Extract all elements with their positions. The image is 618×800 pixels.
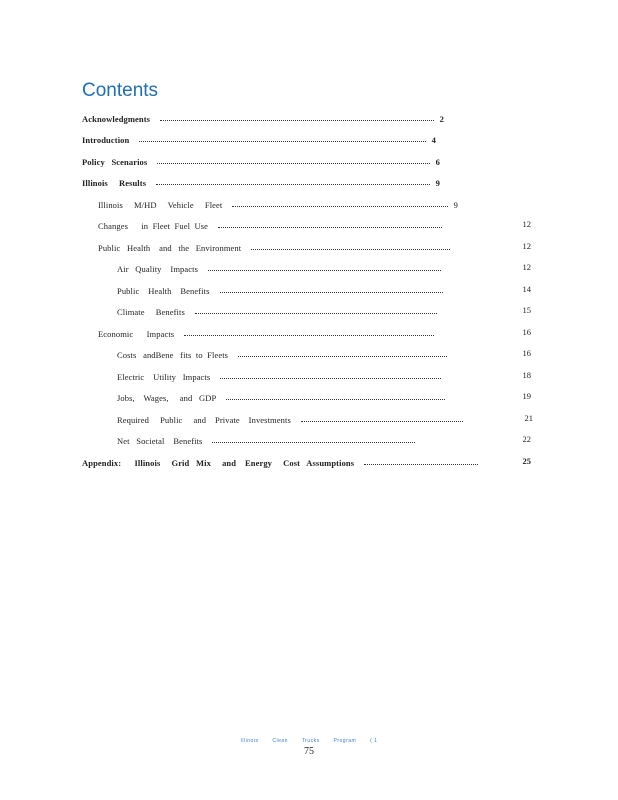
toc-entry-page: 6 [435, 157, 440, 167]
toc-entry-vehicle-fleet[interactable] [98, 196, 458, 210]
toc-leader-dots [218, 227, 442, 228]
toc-leader-dots [226, 399, 445, 400]
toc-entry-label: Economic Impacts [98, 329, 175, 339]
toc-entry-policy-scenarios[interactable] [82, 153, 440, 167]
footer-item: Illinois [240, 738, 259, 744]
toc-entry-public-health-environment[interactable] [98, 239, 456, 253]
contents-title: Contents [82, 80, 159, 101]
toc-leader-dots [157, 163, 429, 164]
toc-entry-label: Acknowledgments [82, 114, 151, 124]
toc-leader-dots [301, 421, 463, 422]
toc-entry-page: 16 [522, 327, 531, 337]
toc-entry-page: 12 [522, 219, 531, 229]
toc-entry-page: 25 [522, 456, 531, 466]
toc-entry-page: 12 [522, 241, 531, 251]
toc-entry-label: Illinois M/HD Vehicle Fleet [98, 200, 223, 210]
toc-entry-label: Changes in Fleet Fuel Use [98, 221, 209, 231]
toc-entry-label: Illinois Results [82, 178, 147, 188]
toc-entry-electric-utility[interactable] [117, 368, 447, 382]
toc-entry-investments[interactable] [117, 411, 469, 425]
toc-entry-label: Introduction [82, 135, 130, 145]
toc-entry-label: Net Societal Benefits [117, 436, 203, 446]
toc-entry-label: Policy Scenarios [82, 157, 148, 167]
toc-entry-page: 22 [522, 434, 531, 444]
toc-entry-page: 9 [453, 200, 458, 210]
toc-leader-dots [139, 141, 425, 142]
toc-leader-dots [232, 206, 447, 207]
toc-leader-dots [251, 249, 450, 250]
toc-entry-label: Jobs, Wages, and GDP [117, 393, 217, 403]
toc-entry-label: Electric Utility Impacts [117, 372, 211, 382]
toc-entry-page: 2 [439, 114, 444, 124]
toc-entry-climate-benefits[interactable] [117, 303, 443, 317]
toc-entry-label: Air Quality Impacts [117, 264, 199, 274]
toc-entry-page: 14 [522, 284, 531, 294]
toc-leader-dots [238, 356, 447, 357]
toc-leader-dots [184, 335, 434, 336]
footer-item: ( 1 [370, 738, 378, 744]
toc-entry-economic-impacts[interactable] [98, 325, 440, 339]
toc-entry-page: 9 [435, 178, 440, 188]
footer-item: Clean [272, 738, 288, 744]
toc-entry-page: 18 [522, 370, 531, 380]
toc-entry-acknowledgments[interactable] [82, 110, 444, 124]
page-number: 75 [304, 746, 314, 757]
page-footer [0, 738, 618, 744]
toc-entry-net-societal-benefits[interactable] [117, 432, 421, 446]
toc-entry-label: Required Public and Private Investments [117, 415, 291, 425]
toc-entry-fleet-fuel-use[interactable] [98, 217, 448, 231]
toc-entry-public-health-benefits[interactable] [117, 282, 449, 296]
toc-entry-appendix[interactable] [82, 454, 484, 468]
toc-entry-jobs-wages-gdp[interactable] [117, 389, 451, 403]
toc-entry-page: 4 [431, 135, 436, 145]
toc-entry-page: 21 [524, 413, 533, 423]
toc-entry-page: 16 [522, 348, 531, 358]
toc-entry-illinois-results[interactable] [82, 174, 440, 188]
toc-leader-dots [208, 270, 441, 271]
toc-leader-dots [195, 313, 437, 314]
toc-leader-dots [160, 120, 434, 121]
toc-entry-page: 19 [522, 391, 531, 401]
toc-entry-air-quality[interactable] [117, 260, 447, 274]
toc-entry-label: Public Health Benefits [117, 286, 210, 296]
toc-leader-dots [220, 292, 443, 293]
toc-entry-page: 12 [522, 262, 531, 272]
toc-leader-dots [212, 442, 415, 443]
toc-entry-introduction[interactable] [82, 131, 436, 145]
toc-leader-dots [364, 464, 478, 465]
toc-entry-costs-benefits-fleets[interactable] [117, 346, 453, 360]
toc-leader-dots [220, 378, 441, 379]
toc-leader-dots [156, 184, 430, 185]
footer-item: Trucks [301, 738, 320, 744]
footer-item: Program [333, 738, 357, 744]
toc-entry-label: Appendix: Illinois Grid Mix and Energy Cost Assumptions [82, 458, 355, 468]
toc-entry-label: Costs andBene fits to Fleets [117, 350, 229, 360]
toc-entry-label: Public Health and the Environment [98, 243, 242, 253]
toc-entry-label: Climate Benefits [117, 307, 185, 317]
toc-entry-page: 15 [522, 305, 531, 315]
